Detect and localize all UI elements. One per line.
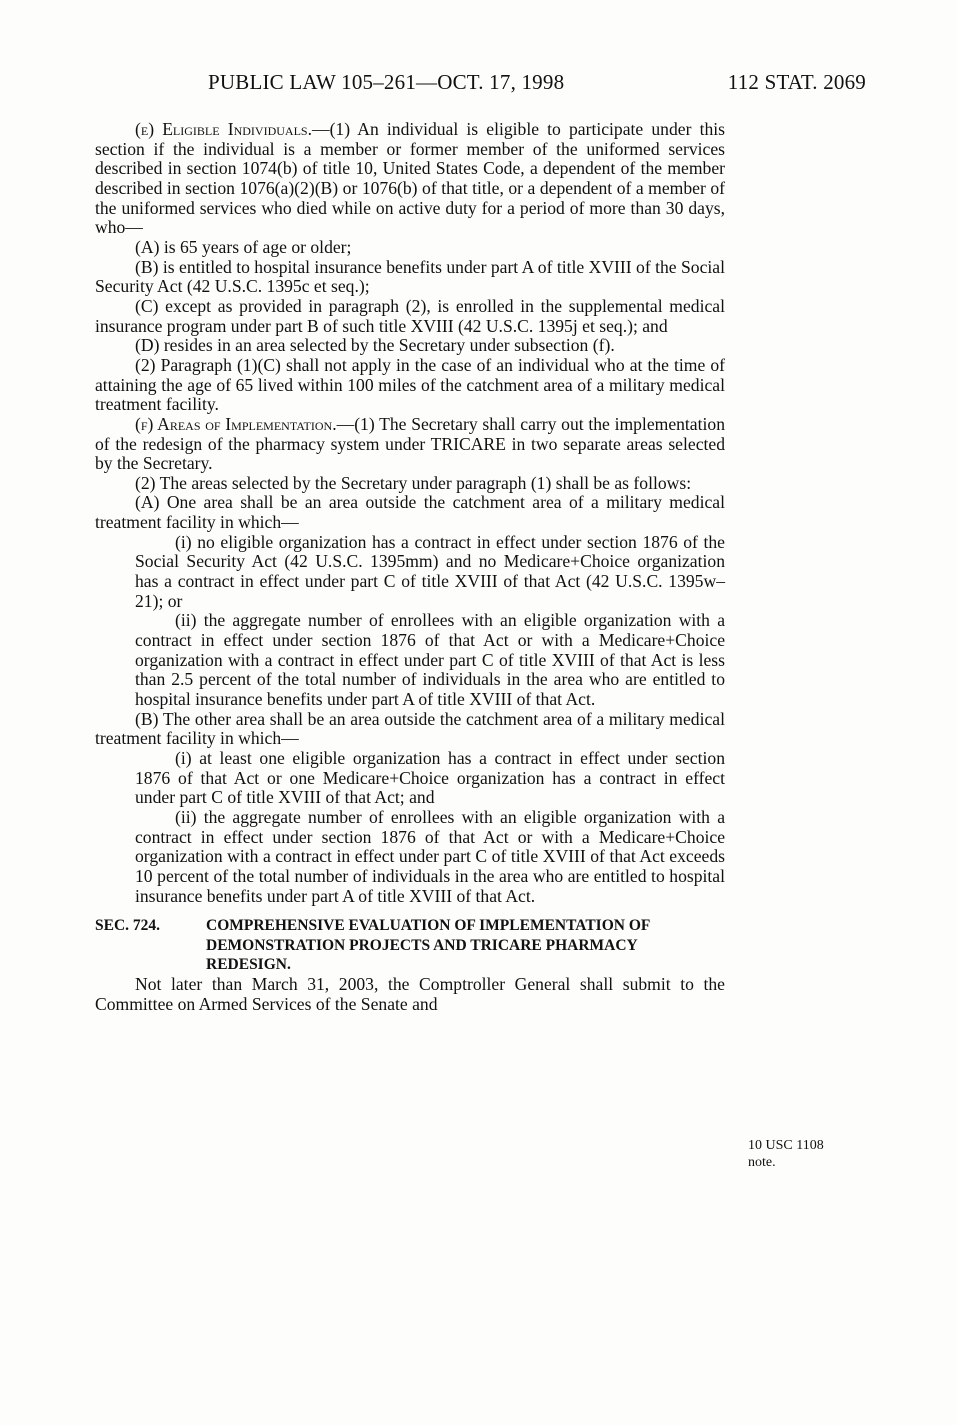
paragraph-f2-B-ii bbox=[55, 808, 725, 906]
section-724-text: Not later than March 31, 2003, the Comptroller General shall submit to the Committee on Armed Services of the Senate and bbox=[95, 974, 725, 1014]
paragraph-f1 bbox=[95, 415, 725, 474]
paragraph-f2-B-text: (B) The other area shall be an area outside the catchment area of a military medical treatment facility in which— bbox=[95, 708, 725, 749]
margin-note bbox=[748, 1137, 868, 1171]
subsection-e-heading: (e) Eligible Individuals. bbox=[135, 119, 312, 139]
paragraph-f2-A-ii bbox=[55, 611, 725, 709]
paragraph-e1-C bbox=[55, 297, 725, 336]
paragraph-e1-D bbox=[55, 336, 725, 356]
document-body bbox=[95, 120, 725, 1014]
paragraph-f2-A-ii-text: (ii) the aggregate number of enrollees with an eligible organization with a contract in effect under section 1876 of that Act or with a Medicare+Choice organization with a contract in effect under part C of title XVIII of that Act is less than 2.5 percent of the total number of individuals in the area who are entitled to hospital insurance benefits under part A of title XVIII of that Act. bbox=[135, 610, 725, 710]
paragraph-f1-text: —(1) The Secretary shall carry out the implementation of the redesign of the pharmacy system under TRICARE in two separate areas selected by the Secretary. bbox=[95, 413, 725, 474]
section-title: COMPREHENSIVE EVALUATION OF IMPLEMENTATION OF DEMONSTRATION PROJECTS AND TRICARE PHARMACY REDESIGN. bbox=[206, 917, 650, 974]
paragraph-e1-D-text: (D) resides in an area selected by the Secretary under subsection (f). bbox=[135, 335, 615, 356]
section-724-heading bbox=[95, 916, 725, 975]
paragraph-f2-B-ii-text: (ii) the aggregate number of enrollees with an eligible organization with a contract in effect under section 1876 of that Act or with a Medicare+Choice organization with a contract in effect under part C of title XVIII of that Act exceeds 10 percent of the total number of individuals in the area who are entitled to hospital insurance benefits under part A of title XVIII of that Act. bbox=[135, 806, 725, 906]
paragraph-e1-text: —(1) An individual is eligible to participate under this section if the individual is a member or former member of the uniformed services described in section 1074(b) of title 10, United States Code, a dependent of the member described in section 1076(a)(2)(B) or 1076(b) of that title, or a dependent of a member of the uniformed services who died while on active duty for a period of more than 30 days, who— bbox=[95, 119, 725, 238]
paragraph-f2-A-i-text: (i) no eligible organization has a contract in effect under section 1876 of the Social Security Act (42 U.S.C. 1395mm) and no Medicare+Choice organization has a contract in effect under part C of title XVIII of that Act (42 U.S.C. 1395w–21); or bbox=[135, 531, 725, 611]
paragraph-f2: (2) The areas selected by the Secretary under paragraph (1) shall be as follows: bbox=[135, 472, 692, 493]
statute-page-number: 112 STAT. 2069 bbox=[727, 70, 866, 94]
margin-note-label: note. bbox=[748, 1155, 776, 1170]
paragraph-e1-B-text: (B) is entitled to hospital insurance benefits under part A of title XVIII of the Social Security Act (42 U.S.C. 1395c et seq.); bbox=[95, 256, 725, 297]
public-law-citation: PUBLIC LAW 105–261—OCT. 17, 1998 bbox=[208, 70, 565, 94]
paragraph-e1-B bbox=[55, 258, 725, 297]
paragraph-f2-A bbox=[55, 493, 725, 532]
paragraph-f2-B-i bbox=[55, 749, 725, 808]
paragraph-e2: (2) Paragraph (1)(C) shall not apply in the case of an individual who at the time of attaining the age of 65 lived within 100 miles of the catchment area of a military medical treatment facility. bbox=[95, 354, 725, 415]
paragraph-e1 bbox=[95, 120, 725, 238]
section-number: SEC. 724. bbox=[95, 917, 161, 935]
paragraph-f2-A-text: (A) One area shall be an area outside the catchment area of a military medical treatment facility in which— bbox=[95, 492, 725, 533]
paragraph-f2-A-i bbox=[55, 533, 725, 612]
paragraph-f2-B bbox=[55, 710, 725, 749]
margin-note-citation: 10 USC 1108 bbox=[748, 1138, 824, 1153]
page-header bbox=[100, 70, 866, 100]
paragraph-e1-A: (A) is 65 years of age or older; bbox=[135, 236, 352, 257]
paragraph-f2-B-i-text: (i) at least one eligible organization has a contract in effect under section 1876 of that Act or one Medicare+Choice organization has a contract in effect under part C of title XVIII of that Act; and bbox=[135, 748, 725, 808]
subsection-f-heading: (f) Areas of Implementation. bbox=[135, 413, 337, 434]
paragraph-e1-C-text: (C) except as provided in paragraph (2), is enrolled in the supplemental medical insurance program under part B of such title XVIII (42 U.S.C. 1395j et seq.); and bbox=[95, 295, 725, 336]
